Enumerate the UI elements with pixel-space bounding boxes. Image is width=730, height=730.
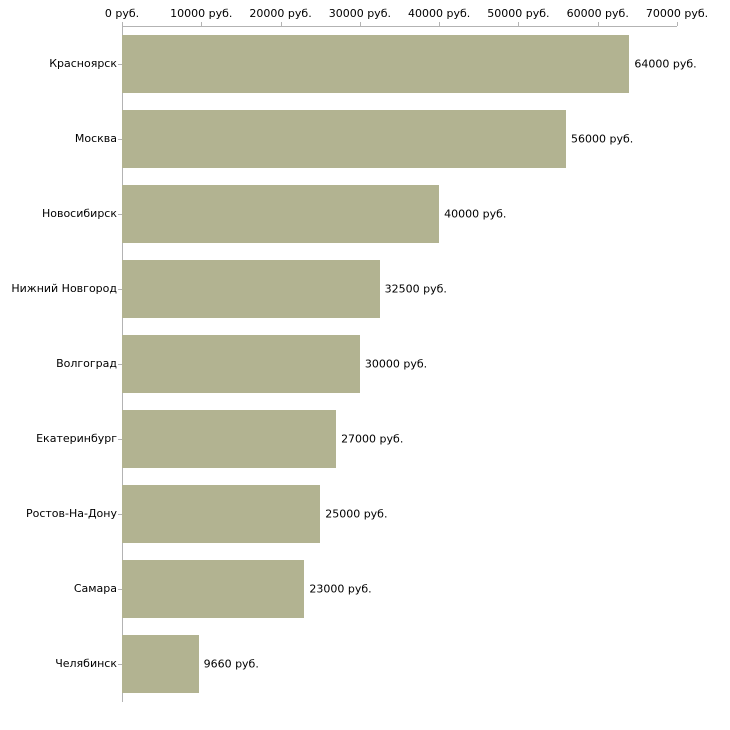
bar[interactable] bbox=[122, 110, 566, 168]
bar-row[interactable] bbox=[122, 260, 677, 318]
bar[interactable] bbox=[122, 485, 320, 543]
bar[interactable] bbox=[122, 335, 360, 393]
bar-value-label: 30000 руб. bbox=[364, 357, 428, 371]
bar-row[interactable] bbox=[122, 485, 677, 543]
bar-value-label: 23000 руб. bbox=[309, 582, 372, 596]
category-label: Челябинск bbox=[55, 657, 117, 671]
bar[interactable] bbox=[122, 410, 336, 468]
category-label: Екатеринбург bbox=[36, 432, 117, 446]
bar-row[interactable] bbox=[122, 35, 697, 93]
bar-value-label: 56000 руб. bbox=[571, 132, 634, 146]
bar-row[interactable] bbox=[122, 560, 677, 618]
category-label: Москва bbox=[74, 131, 117, 145]
bar-row[interactable] bbox=[122, 185, 677, 243]
bar-row[interactable] bbox=[122, 635, 677, 693]
bar-row[interactable] bbox=[122, 335, 677, 393]
bar-value-label: 40000 руб. bbox=[444, 207, 507, 221]
x-tick-label: 40000 руб. bbox=[408, 7, 471, 20]
category-label: Самара bbox=[73, 582, 117, 596]
category-label: Волгоград bbox=[56, 357, 117, 370]
bar[interactable] bbox=[122, 185, 439, 243]
category-label: Ростов-На-Дону bbox=[25, 507, 117, 521]
bar[interactable] bbox=[122, 635, 199, 693]
plot-area bbox=[122, 26, 697, 702]
bar-value-label: 32500 руб. bbox=[384, 282, 447, 296]
x-tick-label: 30000 руб. bbox=[328, 7, 391, 20]
bar-value-label: 64000 руб. bbox=[634, 57, 697, 71]
category-label: Красноярск bbox=[49, 56, 117, 70]
x-tick-label: 70000 руб. bbox=[645, 7, 709, 20]
x-tick-label: 50000 руб. bbox=[487, 7, 550, 20]
x-tick-label: 60000 руб. bbox=[566, 7, 629, 20]
bar[interactable] bbox=[122, 260, 380, 318]
bar[interactable] bbox=[122, 35, 629, 93]
bar[interactable] bbox=[122, 560, 304, 618]
x-tick-label: 0 руб. bbox=[104, 7, 140, 20]
bar-row[interactable] bbox=[122, 410, 677, 468]
category-label: Новосибирск bbox=[41, 206, 117, 220]
bar-value-label: 25000 руб. bbox=[325, 507, 388, 521]
bar-value-label: 9660 руб. bbox=[203, 657, 259, 671]
x-tick-label: 10000 руб. bbox=[170, 7, 233, 20]
x-tick-mark bbox=[677, 22, 678, 26]
category-label: Нижний Новгород bbox=[11, 281, 117, 295]
bar-row[interactable] bbox=[122, 110, 677, 168]
bar-value-label: 27000 руб. bbox=[341, 432, 404, 446]
x-tick-label: 20000 руб. bbox=[249, 7, 312, 20]
